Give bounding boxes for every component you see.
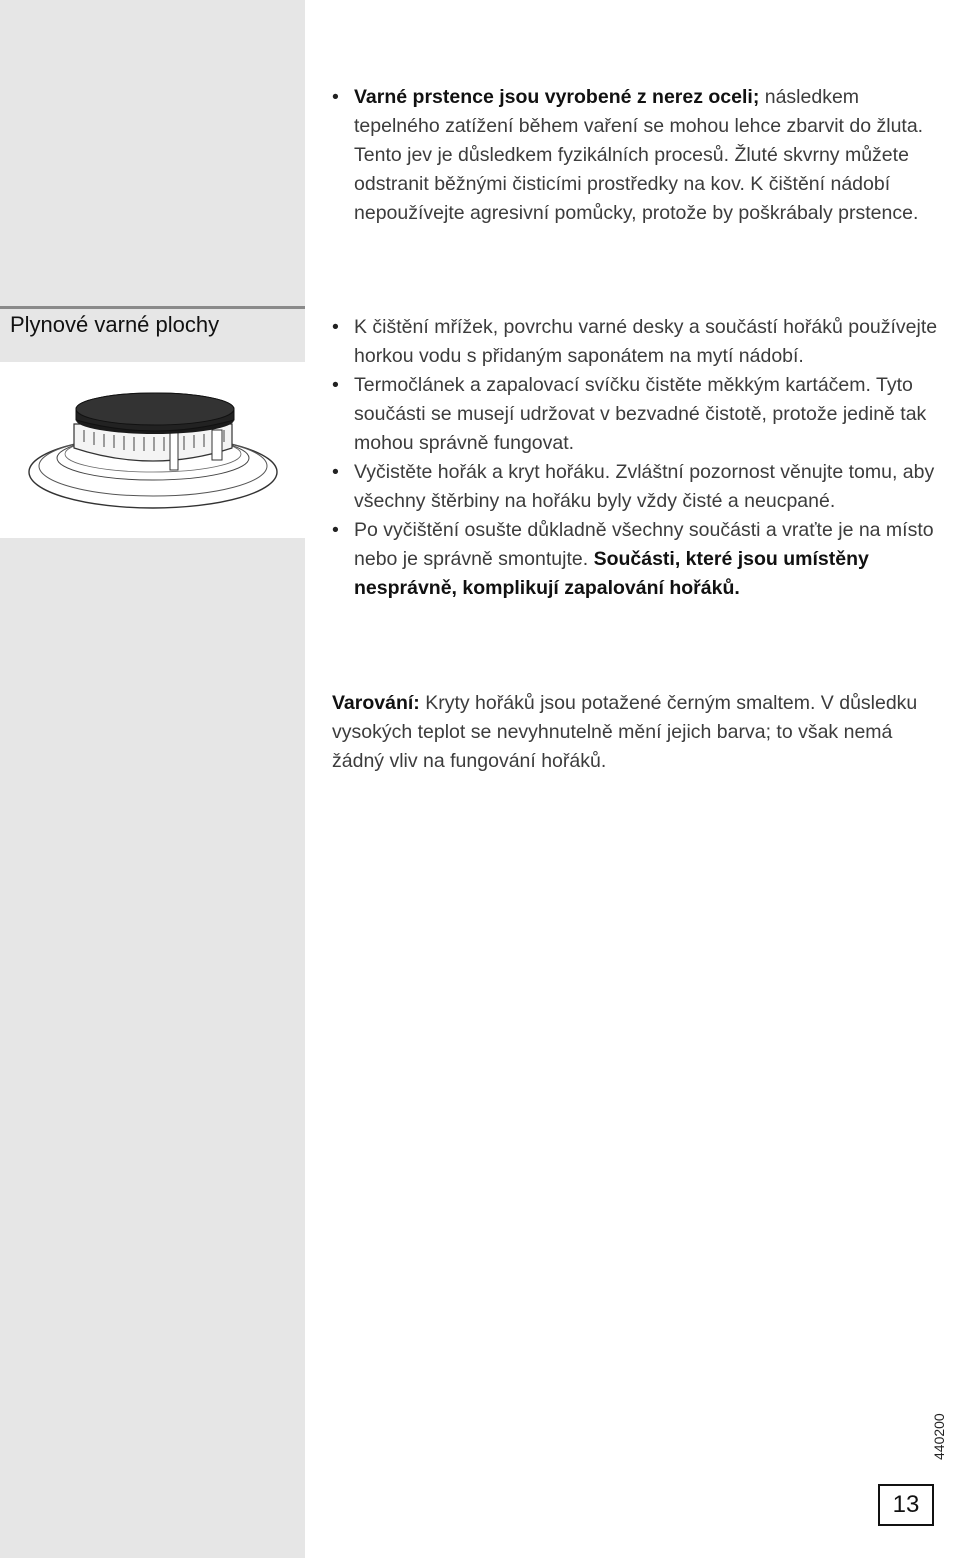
bullet-icon: • bbox=[332, 519, 339, 541]
list-item-text: Po vyčištění osušte důkladně všechny součásti a vraťte je na místo nebo je správně smontujte. bbox=[354, 519, 934, 570]
list-item-text: následkem tepelného zatížení během vaření se mohou lehce zbarvit do žluta. Tento jev je důsledkem fyzikálních procesů. Žluté skvrny můžete odstranit běžnými čisticími prostředky na kov. K čištění nádobí nepoužívejte agresivní pomůcky, protože by poškrábaly prstence. bbox=[354, 86, 924, 224]
warning-label: Varování: bbox=[332, 692, 420, 714]
sidebar bbox=[0, 0, 305, 1558]
gas-hob-list bbox=[332, 313, 942, 603]
list-item bbox=[332, 458, 942, 516]
list-item bbox=[332, 313, 942, 371]
bullet-icon: • bbox=[332, 461, 339, 483]
section-title: Plynové varné plochy bbox=[10, 312, 220, 337]
page-number: 13 bbox=[878, 1484, 934, 1526]
list-item-bold: Součásti, které jsou umístěny nesprávně, komplikují zapalování hořáků. bbox=[354, 548, 869, 599]
warning-text: Kryty hořáků jsou potažené černým smaltem. V důsledku vysokých teplot se nevyhnutelně mění jejich barva; to však nemá žádný vliv na fungování hořáků. bbox=[332, 692, 918, 772]
list-item bbox=[332, 516, 942, 603]
bullet-icon: • bbox=[332, 86, 339, 108]
bullet-icon: • bbox=[332, 316, 339, 338]
burner-illustration bbox=[0, 362, 305, 538]
warning-paragraph bbox=[332, 689, 932, 776]
list-item bbox=[332, 371, 942, 458]
bullet-icon: • bbox=[332, 374, 339, 396]
list-item-text: K čištění mřížek, povrchu varné desky a součástí hořáků používejte horkou vodu s přidaným saponátem na mytí nádobí. bbox=[354, 316, 938, 367]
list-item-text: Termočlánek a zapalovací svíčku čistěte měkkým kartáčem. Tyto součásti se musejí udržovat v bezvadné čistotě, protože jedině tak mohou správně fungovat. bbox=[354, 374, 927, 454]
section-divider bbox=[0, 306, 305, 309]
gas-burner-icon bbox=[0, 362, 305, 538]
list-item-bold: Varné prstence jsou vyrobené z nerez oceli; bbox=[354, 86, 760, 108]
list-item bbox=[332, 83, 942, 228]
document-code: 440200 bbox=[931, 1413, 947, 1460]
intro-list bbox=[332, 83, 942, 228]
list-item-text: Vyčistěte hořák a kryt hořáku. Zvláštní pozornost věnujte tomu, aby všechny štěrbiny na hořáku byly vždy čisté a neucpané. bbox=[354, 461, 935, 512]
